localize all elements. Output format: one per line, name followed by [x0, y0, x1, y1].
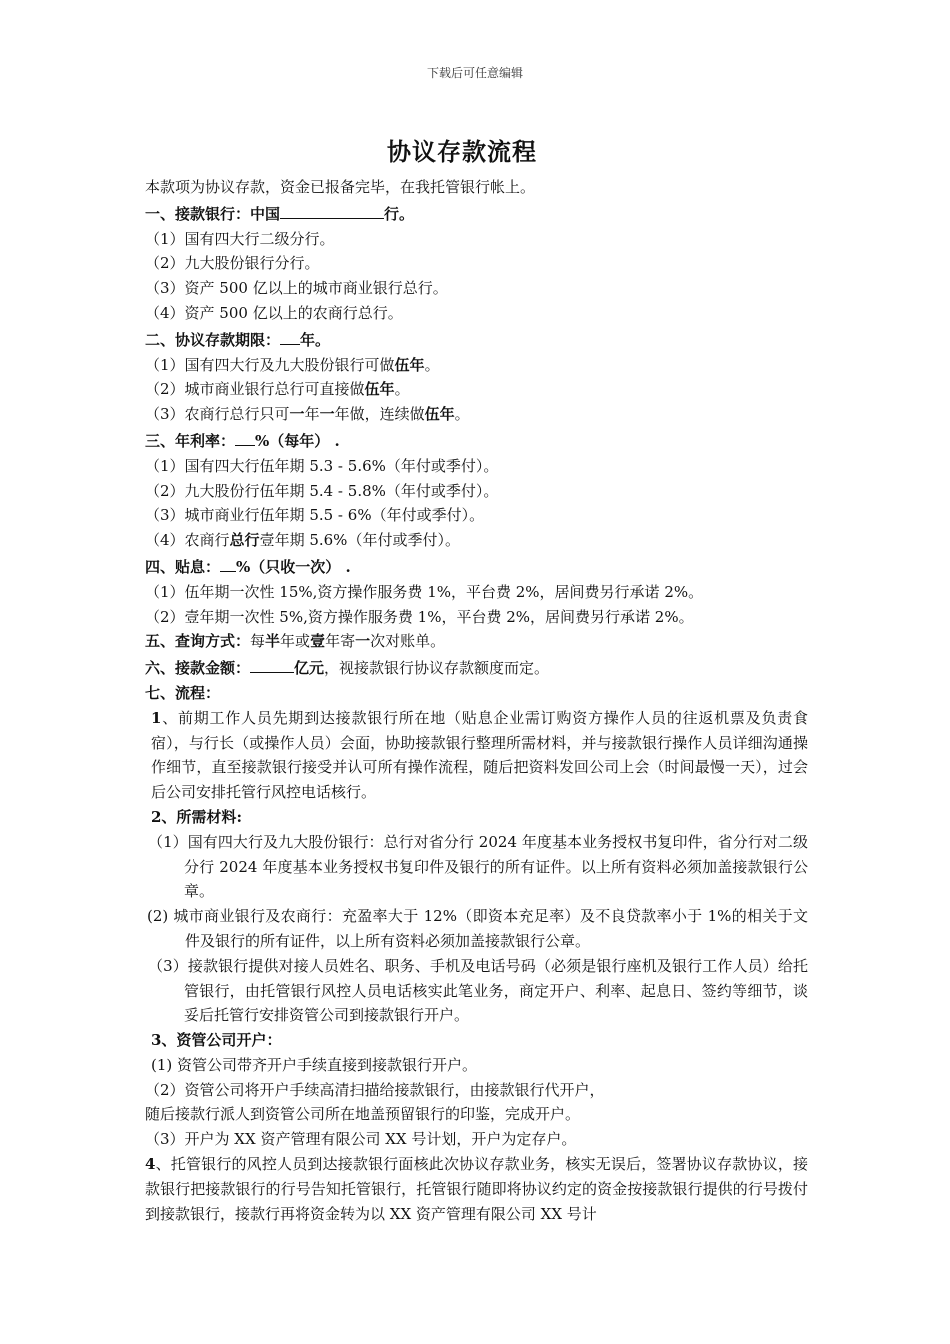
rate-blank — [235, 427, 255, 446]
intro-text: 本款项为协议存款，资金已报备完毕，在我托管银行帐上。 — [145, 178, 536, 196]
section-3-item: （1）国有四大行伍年期 5.3 - 5.6%（年付或季付）。 — [145, 456, 499, 475]
section-1-item: （4）资产 500 亿以上的农商行总行。 — [145, 303, 403, 322]
account-item: (1) 资管公司带齐开户手续直接到接款银行开户。 — [151, 1055, 478, 1074]
process-step-1: 1、前期工作人员先期到达接款银行所在地（贴息企业需订购资方操作人员的往返机票及负责食宿），与行长（或操作人员）会面，协助接款银行整理所需材料，并与接款银行操作人员详细沟通操作细节，直至接款银行接受并认可所有操作流程，随后把资料发回公司上会（时间最慢一天），过会后公司安排托管行风控电话核行。 — [151, 708, 808, 802]
account-item: 随后接款行派人到资管公司所在地盖预留银行的印鉴，完成开户。 — [145, 1105, 581, 1124]
section-1-heading: 一、接款银行：中国 行。 — [145, 200, 808, 227]
section-2-item: （1）国有四大行及九大股份银行可做伍年。 — [145, 355, 440, 374]
process-step-2-heading: 2、所需材料: — [151, 807, 242, 826]
section-6-line: 六、接款金额： 亿元，视接款银行协议存款额度而定。 — [145, 654, 808, 681]
account-item: （3）开户为 XX 资产管理有限公司 XX 号计划，开户为定存户。 — [145, 1130, 577, 1149]
process-step-3-heading: 3、资管公司开户： — [151, 1031, 282, 1050]
section-5-line: 五、查询方式：每半年或壹年寄一次对账单。 — [145, 632, 446, 651]
section-3-item: （4）农商行总行壹年期 5.6%（年付或季付）。 — [145, 531, 460, 550]
materials-item: （1）国有四大行及九大股份银行：总行对省分行 2024 年度基本业务授权书复印件，省分行对二级分行 2024 年度基本业务授权书复印件及银行的所有证件。以上所有资料必须加盖接款银行公章。 — [148, 832, 808, 901]
section-2-item: （3）农商行总行只可一年一年做，连续做伍年。 — [145, 405, 470, 424]
account-item: （2）资管公司将开户手续高清扫描给接款银行，由接款银行代开户， — [145, 1080, 605, 1099]
section-3-heading: 三、年利率： %（每年） . — [145, 427, 808, 454]
section-4-heading: 四、贴息： %（只收一次） . — [145, 553, 808, 580]
section-3-item: （3）城市商业行伍年期 5.5 - 6%（年付或季付）。 — [145, 506, 485, 525]
term-blank — [280, 326, 300, 345]
document-body — [145, 175, 808, 1226]
header-note: 下载后可任意编辑 — [426, 66, 523, 80]
document-title: 协议存款流程 — [387, 137, 537, 166]
section-1-item: （1）国有四大行二级分行。 — [145, 229, 335, 248]
section-3-item: （2）九大股份行伍年期 5.4 - 5.8%（年付或季付）。 — [145, 481, 499, 500]
section-2-heading: 二、协议存款期限： 年。 — [145, 326, 808, 353]
section-2-item: （2）城市商业银行总行可直接做伍年。 — [145, 380, 410, 399]
materials-item: (2) 城市商业银行及农商行：充盈率大于 12%（即资本充足率）及不良贷款率小于 1%的相关于文件及银行的所有证件，以上所有资料必须加盖接款银行公章。 — [147, 907, 808, 950]
process-step-4: 4、托管银行的风控人员到达接款银行面核此次协议存款业务，核实无误后，签署协议存款协议，接款银行把接款银行的行号告知托管银行，托管银行随即将协议约定的资金按接款银行提供的行号拨付到接款银行，接款行再将资金转为以 XX 资产管理有限公司 XX 号计 — [145, 1155, 808, 1223]
materials-item: （3）接款银行提供对接人员姓名、职务、手机及电话号码（必须是银行座机及银行工作人员）给托管银行，由托管银行风控人员电话核实此笔业务，商定开户、利率、起息日、签约等细节，谈妥后托管行安排资管公司到接款银行开户。 — [148, 956, 808, 1025]
section-4-item: （2）壹年期一次性 5%,资方操作服务费 1%，平台费 2%，居间费另行承诺 2%。 — [145, 607, 694, 626]
section-5-heading: 五、查询方式： — [145, 632, 251, 651]
amount-blank — [250, 654, 294, 673]
section-1-item: （3）资产 500 亿以上的城市商业银行总行。 — [145, 279, 448, 298]
discount-blank — [220, 553, 236, 572]
section-4-item: （1）伍年期一次性 15%,资方操作服务费 1%，平台费 2%，居间费另行承诺 2%。 — [145, 582, 704, 601]
section-6-heading: 六、接款金额： — [145, 659, 251, 678]
section-1-item: （2）九大股份银行分行。 — [145, 254, 320, 273]
bank-name-blank — [280, 200, 384, 219]
section-7-heading: 七、流程： — [145, 683, 221, 702]
